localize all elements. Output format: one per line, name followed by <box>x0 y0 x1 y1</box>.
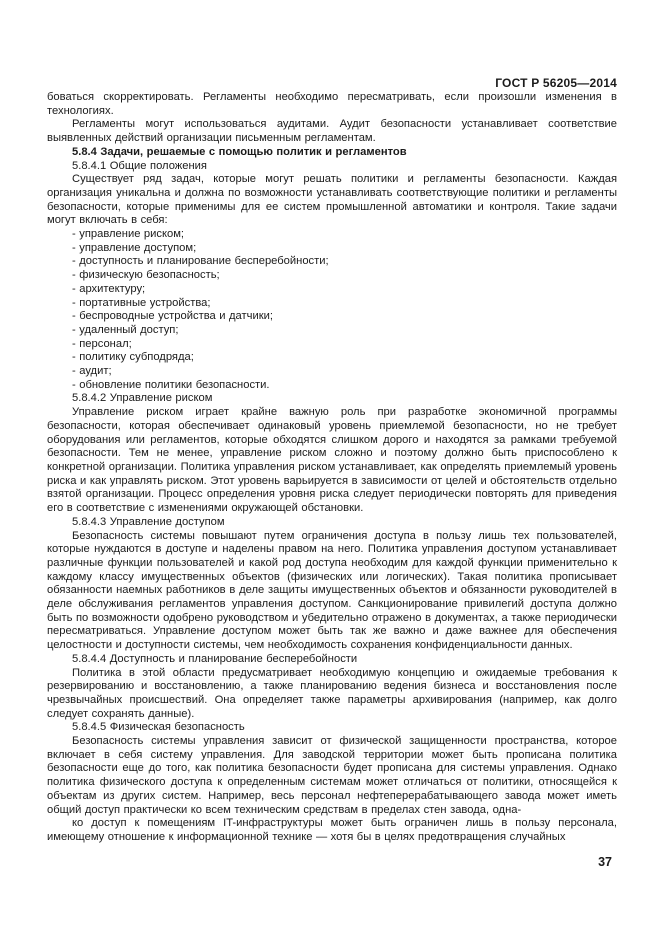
paragraph: Управление риском играет крайне важную роль при разработке экономичной программы безопасности, которая обеспечивает одинаковый уровень приемлемой безопасности, но не требует оборудования или регламентов, которые обходятся слишком дорого и находятся за рамками требуемой безопасности. Тем не менее, управление риском сложно и поэтому должно быть приспособлено к конкретной организации. Политика управления риском устанавливает, как определять приемлемый уровень риска и как управлять риском. Этот уровень варьируется в зависимости от целей и обстоятельств отдельно взятой организации. Процесс определения уровня риска следует периодически повторять для приведения его в соответствие с изменениями окружающей обстановки. <box>47 406 617 515</box>
subsection-heading: 5.8.4.4 Доступность и планирование бесперебойности <box>72 652 358 665</box>
paragraph: Существует ряд задач, которые могут решать политики и регламенты безопасности. Каждая организация уникальна и должна по возможности устанавливать соответствующие политики и регламенты безопасности, которые применимы для ее систем промышленной автоматики и контроля. Такие задачи могут включать в себя: <box>47 173 617 227</box>
page-number: 37 <box>598 855 612 869</box>
paragraph: ко доступ к помещениям IT-инфраструктуры может быть ограничен лишь в пользу персонала, имеющему отношение к информационной технике — хотя бы в целях предотвращения случайных <box>47 817 617 843</box>
paragraph: Регламенты могут использоваться аудитами. Аудит безопасности устанавливает соответствие выявленных действий организации письменным регламентам. <box>47 118 617 145</box>
paragraph: Безопасность системы повышают путем ограничения доступа в пользу лишь тех пользователей, которые нуждаются в доступе и наделены правом на него. Политика управления доступом устанавливает различные функции пользователей и какой род доступа необходим для каждой функции применительно к каждому классу имущественных объектов (физических или логических). Такая политика прописывает обязанности наемных работников в деле защиты имущественных объектов и обязанности руководителей в деле обслуживания регламентов управления доступом. Санкционирование привилегий доступа должно быть по возможности одобрено руководством и убедительно отражено в документах, а также периодически пересматриваться. Управление доступом может быть так же важно и даже важнее для обеспечения целостности и доступности системы, чем необходимость сохранения конфиденциальности данных. <box>47 529 617 652</box>
list-item: - удаленный доступ; <box>72 323 179 336</box>
list-item: - аудит; <box>72 365 112 378</box>
list-item: - беспроводные устройства и датчики; <box>72 310 273 323</box>
subsection-heading: 5.8.4.5 Физическая безопасность <box>72 721 245 734</box>
list-item: - архитектуру; <box>72 282 146 295</box>
paragraph: Политика в этой области предусматривает необходимую концепцию и ожидаемые требования к резервированию и восстановлению, а также планированию ведения бизнеса и восстановления после чрезвычайных происшествий. Она определяет также параметры архивирования (например, как долго следует сохранять данные). <box>47 666 617 720</box>
document-body <box>47 91 617 845</box>
list-item: - политику субподряда; <box>72 351 194 364</box>
section-heading: 5.8.4 Задачи, решаемые с помощью политик и регламентов <box>72 145 407 158</box>
list-item: - управление доступом; <box>72 241 197 254</box>
subsection-heading: 5.8.4.1 Общие положения <box>72 159 207 172</box>
subsection-heading: 5.8.4.2 Управление риском <box>72 392 213 405</box>
subsection-heading: 5.8.4.3 Управление доступом <box>72 515 225 528</box>
list-item: - физическую безопасность; <box>72 269 220 282</box>
standard-number-header: ГОСТ Р 56205—2014 <box>495 76 617 90</box>
paragraph: боваться скорректировать. Регламенты необходимо пересматривать, если произошли изменения в технологиях. <box>47 91 617 117</box>
list-item: - управление риском; <box>72 228 185 241</box>
list-item: - портативные устройства; <box>72 296 211 309</box>
paragraph: Безопасность системы управления зависит от физической защищенности пространства, которое включает в себя систему управления. Для заводской территории может быть прописана политика безопасности еще до того, как политика безопасности будет прописана для системы управления. Однако политика физического доступа к определенным системам может отличаться от политики, относящейся к объектам из других систем. Например, весь персонал нефтеперерабатывающего завода может иметь общий доступ практически ко всем техническим средствам в пределах стен завода, одна- <box>47 735 617 816</box>
list-item: - доступность и планирование бесперебойности; <box>72 255 329 268</box>
list-item: - персонал; <box>72 337 132 350</box>
list-item: - обновление политики безопасности. <box>72 378 270 391</box>
